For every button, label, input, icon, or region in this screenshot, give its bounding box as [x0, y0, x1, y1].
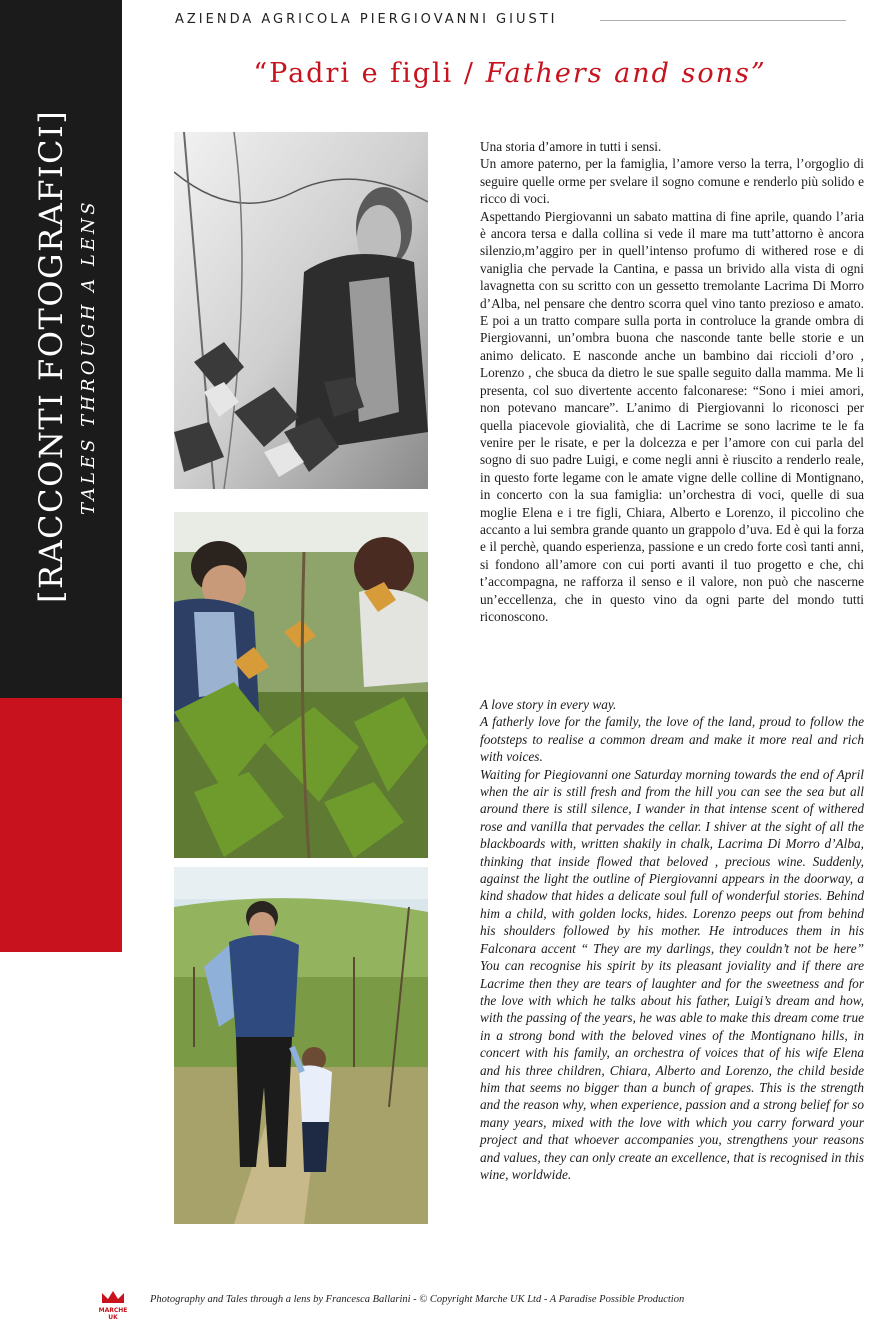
- italian-story: [480, 138, 864, 625]
- marche-uk-logo: [96, 1288, 130, 1321]
- title-italian: “Padri e figli /: [253, 58, 486, 89]
- sidebar-subtitle: TALES THROUGH A LENS: [78, 198, 99, 515]
- photo-vine-leaves: [174, 512, 428, 858]
- footer-credits: Photography and Tales through a lens by Francesca Ballarini - © Copyright Marche UK Ltd - A Paradise Possible Production: [150, 1294, 685, 1305]
- page-title: [150, 58, 870, 89]
- photo-man-vines: [174, 132, 428, 489]
- title-english: Fathers and sons”: [485, 58, 767, 89]
- english-paragraph: Waiting for Piegiovanni one Saturday morning towards the end of April when the air is still fresh and from the hill you can see the sea but all around there is still silence, I wander in that intense scent of withered rose and vanilla that pervades the cellar. I shiver at the sight of all the blackboards with, written shakily in chalk, Lacrima Di Morro d’Alba, thinking that inside flowed that beloved , precious wine. Suddenly, against the light the outline of Piergiovanni appears in the doorway, a kind shadow that hides a delicate soul full of wonderful stories. Behind him a child, with golden locks, hides. Lorenzo peeps out from behind his shoulders followed by his mother. He introduces them in his Falconara accent “ They are my darlings, they couldn’t not be here” You can recognise his spirit by its pleasant joviality and if there are Lacrime then they are tears of laughter and for the sweetness and for the love with which he talks about his father, Luigi’s dream and how, with the passing of the years, he was able to make this dream come true in a strong bond with the beloved vines of the Montignano hills, in concert with his family, an orchestra of voices that of his wife Elena and his three children, Chiara, Alberto and Lorenzo, the child beside him that seems no bigger than a bunch of grapes. This is the strength and the reason why, when experience, passion and a strong belief for so many years, mixed with the love with which you carry forward your project and that whoever accompanies you, strengthens your reasons and values, they can only create an excellence, that is recognised in this wine, worldwide.: [480, 766, 864, 1182]
- italian-paragraph: Aspettando Piergiovanni un sabato mattina di fine aprile, quando l’aria è ancora tersa e dalla collina si vede il mare ma tutt’attorno è ancora silenzio,m’aggiro per in quell’intenso profumo di withered rose e di vaniglia che pervade la Cantina, e passa un brivido alla vista di ogni lavagnetta con su scritto con un gessetto tremolante Lacrima Di Morro d’Alba, nel pensare che dentro scorra quel vino tanto prezioso e amato. E poi a un tratto compare sulla porta in controluce la grande ombra di Piergiovanni, un’ombra buona che nasconde tante belle storie e un animo delicato. E nasconde anche un bambino dai riccioli d’oro , Lorenzo , che sbuca da dietro le sue spalle seguito dalla mamma. Me li presenta, col suo divertente accento falconarese: “Sono i miei amori, non potevano mancare”. L’animo di Piergiovanni lo riconosci per quella piacevole giovialità, che di Lacrime se sono lacrime te le fa venire per le risate, e per la dolcezza e per l’amore con cui parla del sogno di suo padre Luigi, e come negli anni è riuscito a renderlo reale, in questo forte legame con le amate vigne delle colline di Montignano, in concerto con la sua famiglia: un’orchestra di voci, quelle di sua moglie Elena e i tre figli, Chiara, Alberto e Lorenzo, il piccolino che accanto a lui sembra grande quanto un grappolo d’uva. Ed è qui la forza e il perchè, quando esperienza, passione e un credo forte così tanti anni, si fondono all’amore con cui porti avanti il tuo progetto e che, chi t’accompagna, ne rafforza il senso e il valore, non può che nascerne un’eccellenza, che in questo vino da ogni parte del mondo tutti riconoscono.: [480, 208, 864, 624]
- english-paragraph: A fatherly love for the family, the love of the land, proud to follow the footsteps to realise a common dream and make it more real and rich with voices.: [480, 714, 864, 765]
- sidebar-red-panel: [0, 698, 122, 952]
- header-divider: [600, 20, 846, 21]
- logo-line-2: UK: [108, 1314, 118, 1321]
- sidebar-title: [RACCONTI FOTOGRAFICI]: [32, 109, 70, 603]
- logo-line-1: MARCHE: [98, 1307, 128, 1314]
- italian-paragraph: Un amore paterno, per la famiglia, l’amore verso la terra, l’orgoglio di seguire quelle orme per svelare il sogno comune e renderlo più solido e ricco di voci.: [480, 156, 864, 207]
- english-paragraph: A love story in every way.: [480, 697, 617, 712]
- marche-logo-icon: [102, 1291, 124, 1303]
- photo-father-child: [174, 867, 428, 1224]
- company-header: AZIENDA AGRICOLA PIERGIOVANNI GIUSTI: [175, 12, 558, 27]
- english-story: [480, 696, 864, 1183]
- italian-paragraph: Una storia d’amore in tutti i sensi.: [480, 139, 662, 154]
